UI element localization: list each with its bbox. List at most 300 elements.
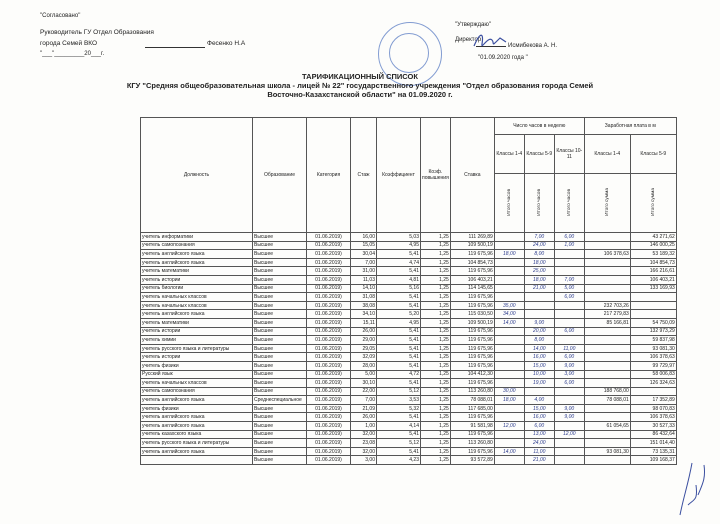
- table-body: [141, 233, 677, 465]
- position-cell: учитель самопознания: [141, 241, 253, 250]
- salary-grades-1-4-cell: [584, 241, 630, 250]
- table-row: [141, 422, 677, 431]
- hours-grades-5-9-cell: 15,00: [524, 404, 554, 413]
- experience-cell: 29,00: [351, 336, 377, 345]
- coef-increase-cell: 1,25: [421, 439, 451, 448]
- coef-increase-cell: 1,25: [421, 353, 451, 362]
- experience-cell: 15,05: [351, 241, 377, 250]
- table-row: [141, 353, 677, 362]
- salary-grades-5-9-cell: 93 081,30: [630, 344, 676, 353]
- education-cell: Высшее: [253, 293, 307, 302]
- salary-grades-1-4-cell: [584, 413, 630, 422]
- salary-grades-5-9-cell: 151 014,40: [630, 439, 676, 448]
- coef-increase-cell: 1,25: [421, 344, 451, 353]
- experience-cell: 34,10: [351, 310, 377, 319]
- coef-increase-cell: 1,25: [421, 275, 451, 284]
- salary-grades-1-4-cell: 232 703,26: [584, 301, 630, 310]
- document-subtitle-line-2: Восточно-Казахстанской области" на 01.09.2020 г.: [267, 90, 453, 99]
- signer-name-left: Фесенко Н.А: [207, 40, 246, 47]
- coefficient-cell: 4,95: [377, 241, 421, 250]
- salary-grades-5-9-cell: 73 135,31: [630, 447, 676, 456]
- category-cell: 01.06.2019): [307, 267, 351, 276]
- education-cell: Высшее: [253, 318, 307, 327]
- hours-grades-10-11-cell: 11,00: [554, 344, 584, 353]
- table-row: [141, 430, 677, 439]
- coef-increase-cell: 1,25: [421, 336, 451, 345]
- hours-grades-5-9-cell: 9,00: [524, 318, 554, 327]
- coef-increase-cell: 1,25: [421, 422, 451, 431]
- coefficient-cell: 5,41: [377, 353, 421, 362]
- hours-grades-1-4-cell: [494, 344, 524, 353]
- category-cell: 01.06.2019): [307, 387, 351, 396]
- experience-cell: 26,00: [351, 413, 377, 422]
- category-cell: 01.06.2019): [307, 396, 351, 405]
- hours-grades-5-9-cell: 16,00: [524, 353, 554, 362]
- rate-cell: 119 675,96: [450, 447, 494, 456]
- education-cell: Высшее: [253, 422, 307, 431]
- position-cell: учитель физики: [141, 404, 253, 413]
- rate-cell: 91 581,98: [450, 422, 494, 431]
- table-row: [141, 456, 677, 465]
- hours-grades-1-4-cell: [494, 233, 524, 242]
- coefficient-cell: 5,20: [377, 310, 421, 319]
- coefficient-cell: 5,41: [377, 336, 421, 345]
- experience-cell: 5,00: [351, 370, 377, 379]
- hours-grades-10-11-cell: [554, 396, 584, 405]
- table-row: [141, 233, 677, 242]
- rate-cell: 114 145,65: [450, 284, 494, 293]
- total-hours-label: Итого часов: [536, 188, 542, 216]
- table-row: [141, 293, 677, 302]
- position-cell: учитель самопознания: [141, 387, 253, 396]
- rate-cell: 119 675,96: [450, 353, 494, 362]
- coefficient-cell: 4,14: [377, 422, 421, 431]
- total-sum-label: Итого сумма: [604, 188, 610, 216]
- coefficient-cell: 4,95: [377, 318, 421, 327]
- education-cell: Высшее: [253, 439, 307, 448]
- experience-cell: 14,10: [351, 284, 377, 293]
- hours-grades-10-11-cell: [554, 456, 584, 465]
- approved-label: "Утверждаю": [455, 22, 491, 28]
- education-cell: Высшее: [253, 301, 307, 310]
- total-hours-label: Итого часов: [566, 188, 572, 216]
- salary-grades-5-9-cell: 99 729,97: [630, 361, 676, 370]
- coef-increase-cell: 1,25: [421, 284, 451, 293]
- hours-grades-1-4-cell: [494, 293, 524, 302]
- salary-grades-5-9-cell: 106 403,21: [630, 275, 676, 284]
- salary-grades-5-9-cell: 98 070,83: [630, 404, 676, 413]
- coefficient-cell: 5,03: [377, 233, 421, 242]
- hours-grades-5-9-cell: 18,00: [524, 275, 554, 284]
- experience-cell: 23,08: [351, 439, 377, 448]
- salary-grades-5-9-cell: 17 352,89: [630, 396, 676, 405]
- position-cell: учитель русского языка и литературы: [141, 439, 253, 448]
- salary-grades-5-9-cell: 58 006,83: [630, 370, 676, 379]
- hours-grades-10-11-cell: 6,00: [554, 353, 584, 362]
- rate-cell: 119 675,96: [450, 379, 494, 388]
- hours-grades-5-9-cell: 11,00: [524, 447, 554, 456]
- coef-increase-cell: 1,25: [421, 361, 451, 370]
- hours-grades-5-9-cell: 16,00: [524, 413, 554, 422]
- header-position: Должность: [141, 118, 253, 233]
- position-cell: учитель английского языка: [141, 396, 253, 405]
- education-cell: Высшее: [253, 361, 307, 370]
- hours-grades-5-9-cell: 10,00: [524, 370, 554, 379]
- salary-grades-1-4-cell: [584, 430, 630, 439]
- position-cell: учитель истории: [141, 327, 253, 336]
- salary-grades-1-4-cell: [584, 379, 630, 388]
- hours-grades-1-4-cell: 34,00: [494, 310, 524, 319]
- hours-grades-5-9-cell: 15,00: [524, 361, 554, 370]
- salary-grades-1-4-cell: [584, 344, 630, 353]
- experience-cell: 38,08: [351, 301, 377, 310]
- salary-grades-1-4-cell: [584, 361, 630, 370]
- hours-grades-1-4-cell: 18,00: [494, 396, 524, 405]
- rate-cell: 119 675,96: [450, 361, 494, 370]
- education-cell: Высшее: [253, 430, 307, 439]
- salary-grades-1-4-cell: 188 768,00: [584, 387, 630, 396]
- table-row: [141, 413, 677, 422]
- hours-grades-5-9-cell: 4,00: [524, 396, 554, 405]
- hours-grades-10-11-cell: [554, 301, 584, 310]
- hours-grades-1-4-cell: [494, 258, 524, 267]
- header-total-hours-1: [494, 174, 524, 233]
- coef-increase-cell: 1,25: [421, 267, 451, 276]
- hours-grades-5-9-cell: 25,00: [524, 267, 554, 276]
- header-coef-increase: Коэф. повышения: [421, 118, 451, 233]
- experience-cell: 30,10: [351, 379, 377, 388]
- rate-cell: 119 675,96: [450, 344, 494, 353]
- category-cell: 01.06.2019): [307, 456, 351, 465]
- position-cell: учитель английского языка: [141, 250, 253, 259]
- approval-date: "01.09.2020 года ": [478, 55, 528, 61]
- salary-grades-5-9-cell: 109 168,37: [630, 456, 676, 465]
- tariff-table-container: [140, 117, 718, 524]
- hours-grades-10-11-cell: [554, 258, 584, 267]
- header-grades-10-11: Классы 10-11: [554, 135, 584, 174]
- rate-cell: 109 500,19: [450, 318, 494, 327]
- table-row: [141, 370, 677, 379]
- hours-grades-10-11-cell: 12,00: [554, 430, 584, 439]
- hours-grades-1-4-cell: [494, 267, 524, 276]
- hours-grades-5-9-cell: [524, 293, 554, 302]
- coef-increase-cell: 1,25: [421, 233, 451, 242]
- rate-cell: 111 269,89: [450, 233, 494, 242]
- category-cell: 01.06.2019): [307, 413, 351, 422]
- salary-grades-1-4-cell: 93 081,30: [584, 447, 630, 456]
- table-row: [141, 447, 677, 456]
- tariff-table: [140, 117, 677, 465]
- table-row: [141, 301, 677, 310]
- category-cell: 01.06.2019): [307, 379, 351, 388]
- hours-grades-5-9-cell: 14,00: [524, 344, 554, 353]
- position-cell: [141, 456, 253, 465]
- hours-grades-5-9-cell: 8,00: [524, 336, 554, 345]
- salary-grades-1-4-cell: [584, 456, 630, 465]
- table-row: [141, 267, 677, 276]
- category-cell: 01.06.2019): [307, 404, 351, 413]
- education-cell: Высшее: [253, 413, 307, 422]
- coef-increase-cell: 1,25: [421, 293, 451, 302]
- category-cell: 01.06.2019): [307, 439, 351, 448]
- position-cell: учитель физики: [141, 361, 253, 370]
- table-row: [141, 396, 677, 405]
- experience-cell: 16,00: [351, 233, 377, 242]
- hours-grades-1-4-cell: [494, 430, 524, 439]
- hours-grades-5-9-cell: 18,00: [524, 258, 554, 267]
- coef-increase-cell: 1,25: [421, 387, 451, 396]
- rate-cell: 119 675,96: [450, 336, 494, 345]
- salary-grades-5-9-cell: 59 837,98: [630, 336, 676, 345]
- hours-grades-5-9-cell: 7,00: [524, 233, 554, 242]
- salary-grades-5-9-cell: 30 527,33: [630, 422, 676, 431]
- hours-grades-5-9-cell: 21,00: [524, 456, 554, 465]
- hours-grades-10-11-cell: 1,00: [554, 241, 584, 250]
- table-header-row-1: [141, 118, 677, 135]
- category-cell: 01.06.2019): [307, 344, 351, 353]
- hours-grades-5-9-cell: 21,00: [524, 284, 554, 293]
- rate-cell: 119 675,96: [450, 430, 494, 439]
- table-row: [141, 284, 677, 293]
- experience-cell: 31,08: [351, 293, 377, 302]
- hours-grades-10-11-cell: [554, 267, 584, 276]
- salary-grades-5-9-cell: 86 432,64: [630, 430, 676, 439]
- rate-cell: 113 260,80: [450, 439, 494, 448]
- position-cell: учитель математики: [141, 267, 253, 276]
- hours-grades-5-9-cell: 24,00: [524, 241, 554, 250]
- coefficient-cell: 4,23: [377, 456, 421, 465]
- category-cell: 01.06.2019): [307, 361, 351, 370]
- hours-grades-5-9-cell: 8,00: [524, 250, 554, 259]
- rate-cell: 106 403,21: [450, 275, 494, 284]
- hours-grades-10-11-cell: 6,00: [554, 379, 584, 388]
- experience-cell: 11,03: [351, 275, 377, 284]
- header-hours-group: Число часов в неделю: [494, 118, 584, 135]
- agreed-label: "Согласовано": [40, 13, 81, 19]
- coefficient-cell: 4,72: [377, 370, 421, 379]
- hours-grades-1-4-cell: [494, 379, 524, 388]
- rate-cell: 109 500,19: [450, 241, 494, 250]
- position-cell: учитель математики: [141, 318, 253, 327]
- hours-grades-10-11-cell: 9,00: [554, 404, 584, 413]
- header-total-sum-1: [584, 174, 630, 233]
- coefficient-cell: 5,16: [377, 284, 421, 293]
- hours-grades-1-4-cell: [494, 336, 524, 345]
- salary-grades-5-9-cell: 54 750,09: [630, 318, 676, 327]
- table-row: [141, 327, 677, 336]
- category-cell: 01.06.2019): [307, 353, 351, 362]
- salary-grades-1-4-cell: [584, 404, 630, 413]
- hours-grades-1-4-cell: 18,00: [494, 250, 524, 259]
- education-cell: Высшее: [253, 310, 307, 319]
- education-cell: Высшее: [253, 267, 307, 276]
- experience-cell: 22,00: [351, 387, 377, 396]
- coef-increase-cell: 1,25: [421, 456, 451, 465]
- rate-cell: 115 030,50: [450, 310, 494, 319]
- experience-cell: 7,00: [351, 396, 377, 405]
- hours-grades-10-11-cell: [554, 447, 584, 456]
- category-cell: 01.06.2019): [307, 422, 351, 431]
- salary-grades-1-4-cell: [584, 293, 630, 302]
- hours-grades-5-9-cell: [524, 310, 554, 319]
- salary-grades-1-4-cell: [584, 233, 630, 242]
- hours-grades-5-9-cell: [524, 387, 554, 396]
- coefficient-cell: 3,53: [377, 396, 421, 405]
- header-category: Категория: [307, 118, 351, 233]
- hours-grades-1-4-cell: [494, 353, 524, 362]
- date-line-left: "___"_________20___г.: [40, 51, 105, 57]
- table-row: [141, 275, 677, 284]
- category-cell: 01.06.2019): [307, 310, 351, 319]
- coefficient-cell: 5,41: [377, 301, 421, 310]
- experience-cell: 15,11: [351, 318, 377, 327]
- hours-grades-10-11-cell: 6,00: [554, 233, 584, 242]
- hours-grades-5-9-cell: 6,00: [524, 422, 554, 431]
- total-hours-label: Итого часов: [506, 188, 512, 216]
- hours-grades-5-9-cell: [524, 301, 554, 310]
- salary-grades-5-9-cell: 146 000,25: [630, 241, 676, 250]
- table-row: [141, 439, 677, 448]
- coefficient-cell: 5,41: [377, 413, 421, 422]
- header-total-sum-2: [630, 174, 676, 233]
- coef-increase-cell: 1,25: [421, 379, 451, 388]
- experience-cell: 29,05: [351, 344, 377, 353]
- salary-grades-5-9-cell: 126 324,63: [630, 379, 676, 388]
- category-cell: 01.06.2019): [307, 233, 351, 242]
- coef-increase-cell: 1,25: [421, 430, 451, 439]
- position-cell: учитель английского языка: [141, 422, 253, 431]
- hours-grades-1-4-cell: [494, 275, 524, 284]
- hours-grades-1-4-cell: [494, 361, 524, 370]
- table-row: [141, 387, 677, 396]
- hours-grades-5-9-cell: 13,00: [524, 430, 554, 439]
- coef-increase-cell: 1,25: [421, 413, 451, 422]
- rate-cell: 113 260,80: [450, 387, 494, 396]
- hours-grades-10-11-cell: 6,00: [554, 327, 584, 336]
- total-sum-label: Итого сумма: [650, 188, 656, 216]
- salary-grades-1-4-cell: [584, 353, 630, 362]
- position-cell: учитель истории: [141, 353, 253, 362]
- coefficient-cell: 5,12: [377, 387, 421, 396]
- coef-increase-cell: 1,25: [421, 241, 451, 250]
- position-cell: учитель английского языка: [141, 447, 253, 456]
- hours-grades-10-11-cell: [554, 422, 584, 431]
- table-row: [141, 250, 677, 259]
- position-cell: учитель начальных классов: [141, 293, 253, 302]
- director-label: Директор: [455, 37, 482, 43]
- hours-grades-10-11-cell: 3,00: [554, 370, 584, 379]
- experience-cell: 26,00: [351, 327, 377, 336]
- hours-grades-10-11-cell: 9,00: [554, 361, 584, 370]
- hours-grades-1-4-cell: [494, 413, 524, 422]
- coefficient-cell: 5,12: [377, 439, 421, 448]
- hours-grades-1-4-cell: [494, 284, 524, 293]
- salary-grades-5-9-cell: 106 378,63: [630, 353, 676, 362]
- salary-grades-5-9-cell: [630, 387, 676, 396]
- experience-cell: 32,09: [351, 353, 377, 362]
- education-cell: Высшее: [253, 258, 307, 267]
- head-of-department-line: Руководитель ГУ Отдел Образования: [40, 29, 154, 36]
- salary-grades-1-4-cell: 217 279,83: [584, 310, 630, 319]
- coef-increase-cell: 1,25: [421, 396, 451, 405]
- rate-cell: 119 675,96: [450, 267, 494, 276]
- salary-grades-1-4-cell: [584, 439, 630, 448]
- table-row: [141, 310, 677, 319]
- education-cell: Высшее: [253, 456, 307, 465]
- category-cell: 01.06.2019): [307, 284, 351, 293]
- salary-grades-1-4-cell: 78 088,01: [584, 396, 630, 405]
- hours-grades-1-4-cell: [494, 439, 524, 448]
- hours-grades-10-11-cell: [554, 250, 584, 259]
- coef-increase-cell: 1,25: [421, 258, 451, 267]
- table-row: [141, 361, 677, 370]
- position-cell: учитель казахского языка: [141, 430, 253, 439]
- salary-grades-5-9-cell: 53 189,32: [630, 250, 676, 259]
- rate-cell: 104 854,73: [450, 258, 494, 267]
- coef-increase-cell: 1,25: [421, 318, 451, 327]
- coefficient-cell: 5,41: [377, 327, 421, 336]
- signature-line-left: [145, 47, 205, 48]
- category-cell: 01.06.2019): [307, 327, 351, 336]
- hours-grades-10-11-cell: [554, 310, 584, 319]
- category-cell: 01.06.2019): [307, 336, 351, 345]
- salary-grades-1-4-cell: [584, 267, 630, 276]
- table-row: [141, 318, 677, 327]
- position-cell: учитель начальных классов: [141, 301, 253, 310]
- position-cell: учитель истории: [141, 275, 253, 284]
- education-cell: Высшее: [253, 250, 307, 259]
- table-row: [141, 336, 677, 345]
- document-subtitle-line-1: КГУ "Средняя общеобразовательная школа - лицей № 22" государственного учреждения "Отдел образования города Семей: [126, 81, 594, 90]
- rate-cell: 119 675,96: [450, 413, 494, 422]
- hours-grades-1-4-cell: [494, 404, 524, 413]
- category-cell: 01.06.2019): [307, 293, 351, 302]
- hours-grades-10-11-cell: [554, 439, 584, 448]
- position-cell: Русский язык: [141, 370, 253, 379]
- handwritten-note-icon: [672, 455, 712, 521]
- table-row: [141, 258, 677, 267]
- salary-grades-1-4-cell: 85 166,81: [584, 318, 630, 327]
- rate-cell: 119 675,96: [450, 327, 494, 336]
- position-cell: учитель информатики: [141, 233, 253, 242]
- education-cell: Высшее: [253, 327, 307, 336]
- rate-cell: 119 675,96: [450, 293, 494, 302]
- experience-cell: 30,04: [351, 250, 377, 259]
- salary-grades-5-9-cell: [630, 310, 676, 319]
- hours-grades-10-11-cell: 6,00: [554, 293, 584, 302]
- category-cell: 01.06.2019): [307, 301, 351, 310]
- salary-grades-1-4-cell: 106 378,63: [584, 250, 630, 259]
- salary-grades-1-4-cell: [584, 284, 630, 293]
- salary-grades-1-4-cell: [584, 275, 630, 284]
- coefficient-cell: 5,41: [377, 250, 421, 259]
- coef-increase-cell: 1,25: [421, 404, 451, 413]
- experience-cell: 3,00: [351, 456, 377, 465]
- rate-cell: 93 572,89: [450, 456, 494, 465]
- education-cell: Высшее: [253, 344, 307, 353]
- hours-grades-10-11-cell: 5,00: [554, 284, 584, 293]
- header-salary-grades-1-4: Классы 1-4: [584, 135, 630, 174]
- salary-grades-5-9-cell: 104 854,73: [630, 258, 676, 267]
- rate-cell: 104 412,30: [450, 370, 494, 379]
- director-signature-icon: [470, 30, 510, 52]
- hours-grades-10-11-cell: 7,00: [554, 275, 584, 284]
- education-cell: Высшее: [253, 275, 307, 284]
- salary-grades-1-4-cell: [584, 336, 630, 345]
- salary-grades-5-9-cell: 106 378,63: [630, 413, 676, 422]
- hours-grades-10-11-cell: 9,00: [554, 413, 584, 422]
- rate-cell: 78 088,01: [450, 396, 494, 405]
